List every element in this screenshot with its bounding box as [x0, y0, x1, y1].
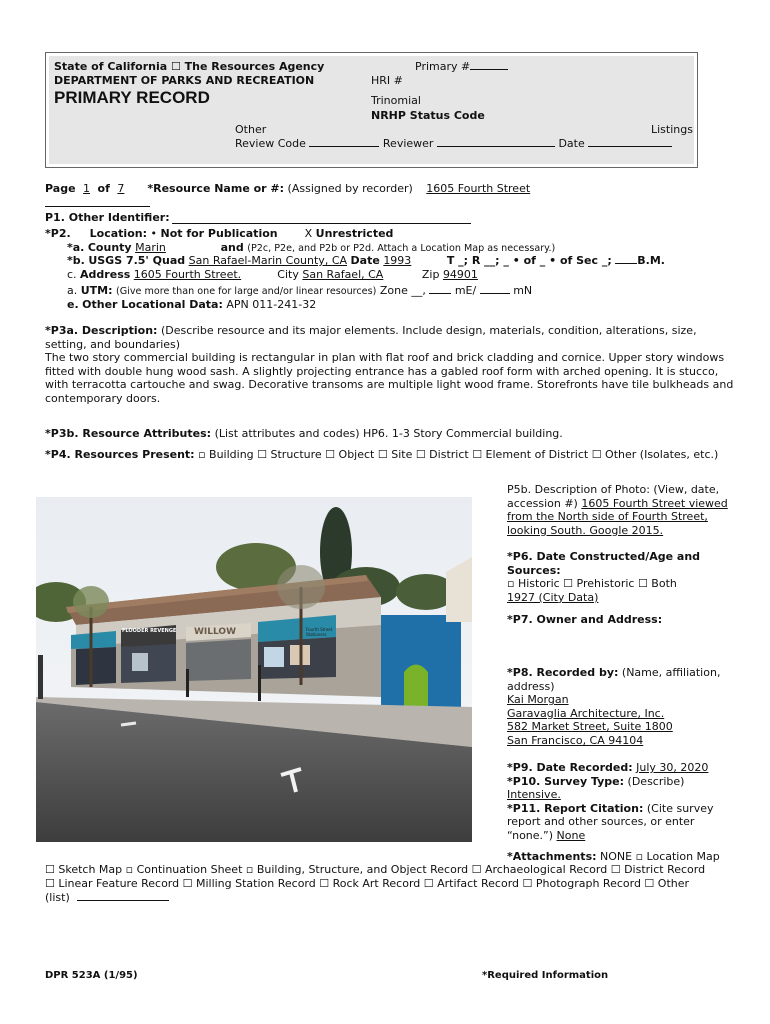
unrestricted-check[interactable]: X	[304, 227, 313, 240]
usgs-label: USGS 7.5' Quad	[88, 254, 186, 267]
other-label: Other	[235, 123, 267, 136]
attachments-row-1	[507, 850, 720, 863]
store-sign-willow: WILLOW	[194, 627, 237, 637]
page-total: 7	[117, 182, 125, 195]
p2c-row	[67, 268, 523, 281]
p5b-text: 1605 Fourth Street viewed from the North side of Fourth Street, looking South. Google 2015.	[507, 496, 728, 537]
attachments-label: *Attachments:	[507, 850, 597, 863]
quad-date-value: 1993	[383, 254, 412, 267]
p1-label: P1. Other Identifier:	[45, 211, 170, 224]
address-value: 1605 Fourth Street.	[133, 268, 242, 281]
mn-text: mN	[513, 284, 533, 297]
p2b-row	[67, 254, 665, 267]
resource-name-underline	[45, 206, 150, 207]
p3a-hint: (Describe resource and its major elements. Include design, materials, condition, alterations, size, setting, and boundaries)	[45, 324, 697, 351]
p9-value: July 30, 2020	[636, 761, 709, 774]
p3a-label: *P3a. Description:	[45, 324, 158, 337]
agency-line-2: DEPARTMENT OF PARKS AND RECREATION	[54, 74, 315, 87]
and-label: and	[220, 241, 244, 254]
p10-hint: (Describe)	[627, 774, 685, 788]
p8-block	[507, 666, 737, 748]
county-label: County	[87, 241, 132, 254]
p2c-label: c.	[67, 268, 77, 281]
p2a-row	[67, 241, 555, 254]
p9-label: *P9. Date Recorded:	[507, 761, 633, 774]
p8-affiliation: Garavaglia Architecture, Inc.	[507, 706, 665, 720]
page-label: Page	[45, 182, 76, 195]
p8-street: 582 Market Street, Suite 1800	[507, 720, 673, 734]
bullet-icon: •	[150, 227, 157, 240]
resource-name-hint: (Assigned by recorder)	[287, 182, 413, 195]
p5b-label: P5b. Description of Photo: (View, date, accession #)	[507, 483, 720, 510]
p6-label: *P6. Date Constructed/Age and Sources:	[507, 550, 701, 577]
p2a-label: *a.	[67, 241, 85, 254]
quad-value: San Rafael-Marin County, CA	[188, 254, 348, 267]
p11-value: None	[556, 828, 586, 842]
resource-photo	[36, 497, 472, 842]
not-for-publication-option[interactable]: Not for Publication	[160, 227, 278, 240]
primary-label: Primary #	[415, 60, 471, 73]
p8-label: *P8. Recorded by:	[507, 666, 619, 679]
date-label: Date	[558, 137, 585, 150]
p4-block	[45, 448, 735, 462]
review-code-blank[interactable]	[309, 137, 379, 147]
p2d-label: a.	[67, 284, 78, 297]
nrhp-status-label: NRHP Status Code	[371, 109, 485, 122]
p2-label: *P2.	[45, 227, 71, 240]
p7-label: *P7. Owner and Address:	[507, 613, 663, 626]
address-label: Address	[80, 268, 131, 281]
p4-options: ▫ Building ☐ Structure ☐ Object ☐ Site ☐ District ☐ Element of District ☐ Other (Isolates, etc.)	[198, 448, 719, 461]
other-list-blank[interactable]	[77, 891, 169, 901]
p6-options[interactable]: ▫ Historic ☐ Prehistoric ☐ Both	[507, 577, 677, 591]
p3a-description-text: The two story commercial building is rectangular in plan with flat roof and brick cladding and cornice. Upper story windows fitted with double hung wood sash. A slightly projecting entrance has a gabled roof form with arched opening. It is stucco, with terracotta cartouche and swag. Decorative transoms are multiple light wood frame. Storefronts have tile bulkheads and contemporary doors.	[45, 351, 734, 405]
reviewer-blank[interactable]	[437, 137, 555, 147]
city-label: City	[277, 268, 299, 281]
review-row	[235, 137, 672, 150]
page-number: 1	[83, 182, 91, 195]
page-row	[45, 182, 530, 195]
bm-label: B.M.	[637, 254, 665, 267]
p2a-hint: (P2c, P2e, and P2b or P2d. Attach a Location Map as necessary.)	[247, 243, 556, 254]
utm-hint: (Give more than one for large and/or linear resources)	[116, 286, 377, 297]
p5b-block	[507, 483, 737, 537]
trinomial-label: Trinomial	[371, 94, 421, 107]
listings-label: Listings	[651, 123, 693, 136]
p2e-row	[67, 298, 316, 311]
primary-number-field[interactable]	[415, 60, 508, 73]
store-sign-3: Fourth Street Stationers	[306, 627, 333, 637]
required-info-note: *Required Information	[482, 970, 609, 981]
p8-hint: (Name, affiliation, address)	[507, 666, 721, 693]
p1-blank[interactable]	[172, 223, 471, 224]
p2e-label: e.	[67, 298, 79, 311]
utm-label: UTM:	[80, 284, 113, 297]
other-locational-value: APN 011-241-32	[226, 298, 317, 311]
form-id: DPR 523A (1/95)	[45, 970, 138, 981]
trs-text: T _; R __; _ • of _ • of Sec _;	[446, 254, 612, 267]
p11-hint: (Cite survey report and other sources, or enter “none.”)	[507, 801, 714, 842]
zone-text: Zone __,	[379, 284, 426, 297]
zip-label: Zip	[421, 268, 440, 281]
review-code-label: Review Code	[235, 137, 306, 150]
p4-label: *P4. Resources Present:	[45, 448, 195, 461]
quad-date-label: Date	[350, 254, 380, 267]
attachments-line-3: ☐ Linear Feature Record ☐ Milling Station Record ☐ Rock Art Record ☐ Artifact Record ☐ Photograph Record ☐ Other	[45, 877, 690, 890]
p10-value: Intensive.	[507, 788, 561, 802]
of-label: of	[97, 182, 110, 195]
hri-label: HRI #	[371, 74, 403, 87]
me-text: mE/	[454, 284, 477, 297]
county-value: Marin	[135, 241, 166, 254]
p2-location-row	[45, 227, 393, 240]
attachments-row-4	[45, 891, 169, 904]
p9-p11-block	[507, 761, 737, 843]
p2d-row	[67, 284, 532, 297]
p6-block	[507, 550, 737, 604]
page-title: PRIMARY RECORD	[54, 88, 210, 107]
unrestricted-option[interactable]: Unrestricted	[315, 227, 394, 240]
p6-value: 1927 (City Data)	[507, 590, 599, 604]
agency-line-1: State of California ☐ The Resources Agency	[54, 60, 325, 73]
resource-name-value: 1605 Fourth Street	[426, 182, 531, 195]
p8-name: Kai Morgan	[507, 693, 569, 707]
p11-label: *P11. Report Citation:	[507, 801, 644, 815]
other-locational-label: Other Locational Data:	[82, 298, 223, 311]
p2b-label: *b.	[67, 254, 85, 267]
p3b-label: *P3b. Resource Attributes:	[45, 427, 212, 440]
zip-value: 94901	[442, 268, 478, 281]
p3b-row	[45, 427, 563, 440]
p3a-block	[45, 324, 735, 406]
attachments-line-4: (list)	[45, 891, 70, 904]
reviewer-label: Reviewer	[382, 137, 434, 150]
city-value: San Rafael, CA	[302, 268, 384, 281]
store-sign-1: FLOODER REVENGE	[122, 628, 177, 634]
date-blank[interactable]	[588, 137, 672, 147]
p8-city: San Francisco, CA 94104	[507, 733, 644, 747]
p10-label: *P10. Survey Type:	[507, 774, 625, 788]
attachments-line-1: NONE ▫ Location Map	[600, 850, 720, 863]
resource-name-label: *Resource Name or #:	[147, 182, 285, 195]
attachments-line-2: ☐ Sketch Map ▫ Continuation Sheet ▫ Building, Structure, and Object Record ☐ Archaeological Record ☐ District Record	[45, 863, 706, 876]
location-label: Location:	[89, 227, 147, 240]
p3b-text: (List attributes and codes) HP6. 1-3 Story Commercial building.	[214, 427, 563, 440]
